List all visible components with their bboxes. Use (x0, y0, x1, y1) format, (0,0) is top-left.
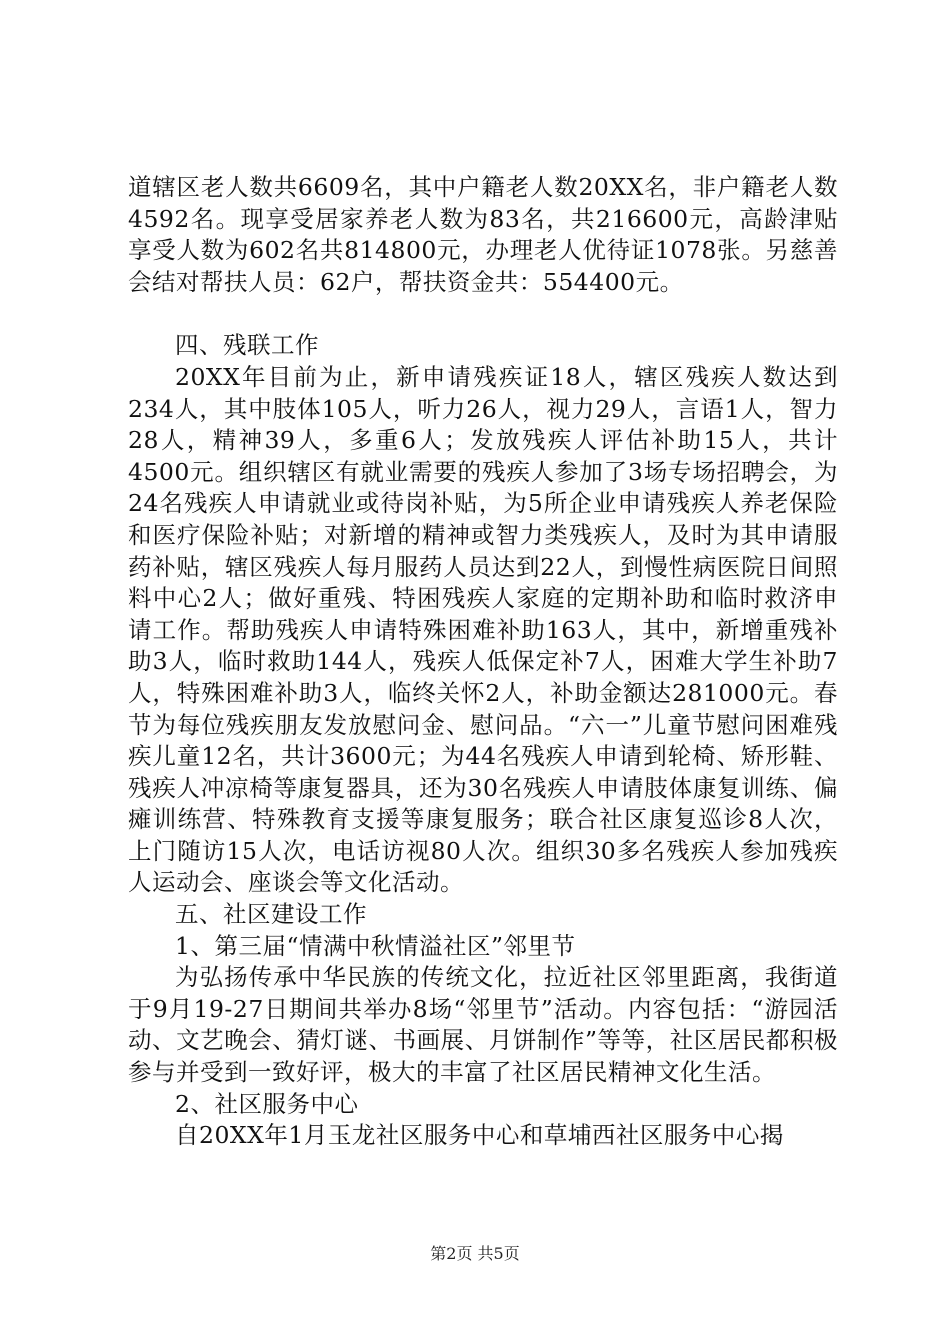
section-heading-disability: 四、残联工作 (175, 331, 319, 360)
paragraph-service-center: 自20XX年1月玉龙社区服务中心和草埔西社区服务中心揭 (175, 1121, 784, 1150)
subheading-service-center: 2、社区服务中心 (175, 1089, 359, 1118)
paragraph-elderly-stats: 道辖区老人数共6609名，其中户籍老人数20XX名，非户籍老人数4592名。现享受居家养老人数为83名，共216600元，高龄津贴享受人数为602名共814800元，办理老人优待证1078张。另慈善会结对帮扶人员：62户，帮扶资金共：554400元。 (128, 173, 838, 296)
section-heading-community: 五、社区建设工作 (175, 900, 367, 929)
document-body (128, 172, 838, 1152)
paragraph-spacer (128, 298, 838, 330)
subheading-neighbor-festival: 1、第三届“情满中秋情溢社区”邻里节 (175, 931, 576, 960)
paragraph-neighbor-festival: 为弘扬传承中华民族的传统文化，拉近社区邻里距离，我街道于9月19-27日期间共举办8场“邻里节”活动。内容包括：“游园活动、文艺晚会、猜灯谜、书画展、月饼制作”等等，社区居民都积极参与并受到一致好评，极大的丰富了社区居民精神文化生活。 (128, 963, 838, 1087)
paragraph-disability-work: 20XX年目前为止，新申请残疾证18人，辖区残疾人数达到234人，其中肢体105人，听力26人，视力29人，言语1人，智力28人，精神39人，多重6人；发放残疾人评估补助15人，共计4500元。组织辖区有就业需要的残疾人参加了3场专场招聘会，为24名残疾人申请就业或待岗补贴，为5所企业申请残疾人养老保险和医疗保险补贴；对新增的精神或智力类残疾人，及时为其申请服药补贴，辖区残疾人每月服药人员达到22人，到慢性病医院日间照料中心2人；做好重残、特困残疾人家庭的定期补助和临时救济申请工作。帮助残疾人申请特殊困难补助163人，其中，新增重残补助3人，临时救助144人，残疾人低保定补7人，困难大学生补助7人，特殊困难补助3人，临终关怀2人，补助金额达281000元。春节为每位残疾朋友发放慰问金、慰问品。“六一”儿童节慰问困难残疾儿童12名，共计3600元；为44名残疾人申请到轮椅、矫形鞋、残疾人冲凉椅等康复器具，还为30名残疾人申请肢体康复训练、偏瘫训练营、特殊教育支援等康复服务；联合社区康复巡诊8人次，上门随访15人次，电话访视80人次。组织30多名残疾人参加残疾人运动会、座谈会等文化活动。 (128, 362, 838, 897)
page-number-footer: 第2页 共5页 (430, 1244, 520, 1263)
